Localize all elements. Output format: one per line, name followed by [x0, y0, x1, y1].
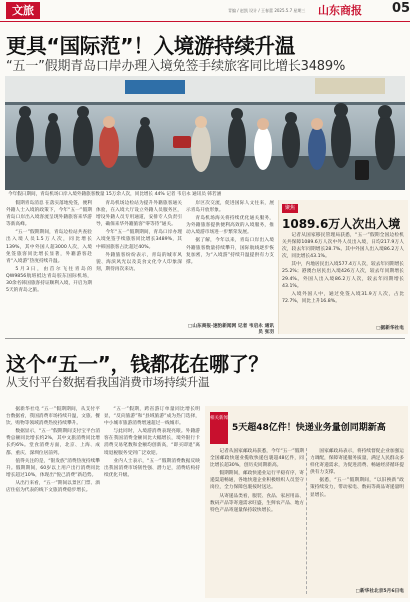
- paragraph: 记者从国家邮政局获悉，今年“五一”假期全国邮政快递业揽收快递包裹超48亿件，同比增长超30%，创历史同期新高。: [210, 449, 304, 469]
- related-news-tag: 相关新闻: [210, 412, 228, 444]
- page-number: 05: [392, 1, 410, 16]
- story1-column-3: [186, 200, 274, 322]
- paragraph: “五一”假期期间，青岛边检站共查验出入境人员1.5万人次，同比增长139%，其中外国人超3000人次，入境免签旅客同比增长显著，外籍游客赴青“入境游”热度持续升温。: [6, 230, 92, 264]
- paper-name: 山东商报: [318, 4, 362, 17]
- paragraph: 外籍旅客纷纷表示，青岛的城市风貌、海滨风光以及美食文化令人印象深刻，期待再次来访。: [96, 252, 182, 272]
- paragraph: 今年“五一”假期期间，青岛口岸办理入境免签手续旅客同比增长3489%，其中韩国旅客占比超过40%。: [96, 230, 182, 250]
- paragraph: 值得关注的是，“银发族”消费热度持续攀升。假期期间，60岁以上用户出行消费同比增长超过10%，体现出“悦己消费”新趋势。: [6, 458, 100, 478]
- paragraph: 与此同时，入境游消费表现亮眼。外籍游客在我国消费金额同比大幅增长，境外银行卡消费交易笔数和金额均创新高，“即买即退”离境退税服务受到广泛欢迎。: [104, 429, 200, 456]
- paragraph: 青岛机场边检站为提升外籍旅客通关体验，在入境大厅设立外籍人员服务区，增设外籍人员专用通道，安排专人负责引导，确保来华外籍旅客“零等待”通关。: [96, 201, 182, 228]
- paragraph: “五一”假期，跨省游订单量同比增长明显，“反向旅游”和“县域旅游”成为热门选择，中小城市旅游消费增速超过一线城市。: [104, 407, 200, 427]
- paragraph: 据了解，今年以来，青岛口岸出入境外籍旅客数量持续攀升，国际航线逐步恢复加密，为“入境游”持续升温提供有力支撑。: [186, 238, 274, 265]
- sidebar-title: 1089.6万人次出入境: [282, 217, 401, 231]
- related-news-byline: □新华社北京5月6日电: [355, 589, 404, 594]
- related-news-column-2: [310, 448, 404, 584]
- related-news-column-1: [210, 448, 304, 596]
- paragraph: 假期青岛消息 在落实落地免签，便利外籍人士入境的政策下，今年“五一”假期青岛口岸出入境客流呈现外籍旅客来华游等新高峰。: [6, 201, 92, 228]
- section-divider: [5, 338, 405, 339]
- sidebar-tag: 聚焦: [282, 204, 298, 213]
- story2-headline: 这个“五一”，钱都花在哪了？: [6, 352, 269, 376]
- paragraph: 青岛机场海关将持续优化通关服务，为外籍旅客提供便利高效的入境服务，推动入境游市场进一步繁荣发展。: [186, 216, 274, 236]
- story1-subhead: “五一”假期青岛口岸办理入境免签手续旅客同比增长3489%: [6, 59, 346, 74]
- related-news-title: 5天超48亿件！快递业务量创同期新高: [232, 423, 386, 433]
- paragraph: 从出行来看，“五一”期间以景区门票、酒店住宿为代表的线下文旅消费稳步增长。: [6, 480, 100, 494]
- paragraph: 据悉，“五一”假期期间，“以旧换新”政策持续发力，带动家电、数码等商品寄递量明显增长。: [310, 478, 404, 498]
- paragraph: 记者从国家移民管理局获悉，“五一”假期全国边检机关共保障1089.6万人次中外人员出入境，日均217.9万人次，较去年同期增长28.7%。其中外国人出入境86.2万人次，同比增长43.1%。: [282, 233, 404, 260]
- paragraph: 数据显示，“五一”假期期间支付宝平台消费总额同比增长约2%，其中文旅消费同比增长约6%。堂食消费方面，北京、上海、成都、重庆、深圳位居前列。: [6, 429, 100, 456]
- column-rule: [306, 448, 307, 594]
- paragraph: 入境外国人中，通过免签入境31.9万人次，占比72.7%，同比上升16.8%。: [282, 291, 404, 304]
- section-tag: 文旅: [6, 2, 40, 19]
- story1-byline: □山东商报·速豹新闻网 记者 韦启永 通讯员 张羽: [187, 324, 274, 335]
- sidebar-body: [282, 232, 404, 324]
- story1-column-1: [6, 200, 92, 334]
- paragraph: 其中，内地居民出入境577.4万人次，较去年同期增长25.2%；港澳台居民出入境426万人次，较去年同期增长29.4%。外国人出入境86.2万人次，较去年同期增长43.1%。: [282, 262, 404, 289]
- paragraph: 岸区次交流，促进国际人文往来，展示青岛开放形象。: [186, 201, 274, 214]
- story2-column-2: [104, 406, 200, 598]
- paragraph: 从寄递品类看，服装、食品、家居用品、数码产品等寄递需求旺盛，生鲜农产品、地方特色产品寄递量保持较快增长。: [210, 493, 304, 513]
- sidebar-byline: □据新华社电: [376, 326, 404, 331]
- paragraph: 5月3日，由首尔飞往青岛的QW9856航班抵达青岛胶东国际机场，30余名韩国旅客持证顺利入境，开启为期5天的青岛之旅。: [6, 266, 92, 294]
- airport-crowd-image: [5, 76, 405, 190]
- masthead-meta: 青编 / 赵凯 设计 / 王春蕾 2025.5.7 星期三: [228, 8, 306, 13]
- story2-column-1: [6, 406, 100, 598]
- photo-caption: 今年假日期间，青岛机场口岸入境外籍旅客数量 15万余人次，同比增长 44% 记者 韦启永 通讯员 韩若涵: [8, 192, 222, 197]
- story1-headline: 更具“国际范”！入境游持续升温: [6, 34, 295, 58]
- story2-subhead: 从支付平台数据看我国消费市场持续升温: [6, 375, 210, 389]
- masthead: [0, 0, 410, 22]
- paragraph: 据新华社电 “五一”假期期间，从支付平台数据看，我国消费市场持续升温，文旅、餐饮、购物等领域消费热度持续攀升。: [6, 407, 100, 427]
- paragraph: 国家邮政局表示，将持续督促企业加强运力调配，保障寄递服务质量，满足人民群众多样化寄递需求，为促进消费、畅通经济循环提供有力支撑。: [310, 449, 404, 476]
- paragraph: 假期期间，邮政快递业运行平稳有序，寄递渠道畅通，各地快递企业积极组织人员坚守岗位，全力保障包裹按时送达。: [210, 471, 304, 491]
- paragraph: 业内人士表示，“五一”假期消费数据反映出我国消费市场韧性强、潜力足，消费结构持续优化升级。: [104, 458, 200, 478]
- story1-column-2: [96, 200, 182, 334]
- news-photo: [5, 76, 405, 190]
